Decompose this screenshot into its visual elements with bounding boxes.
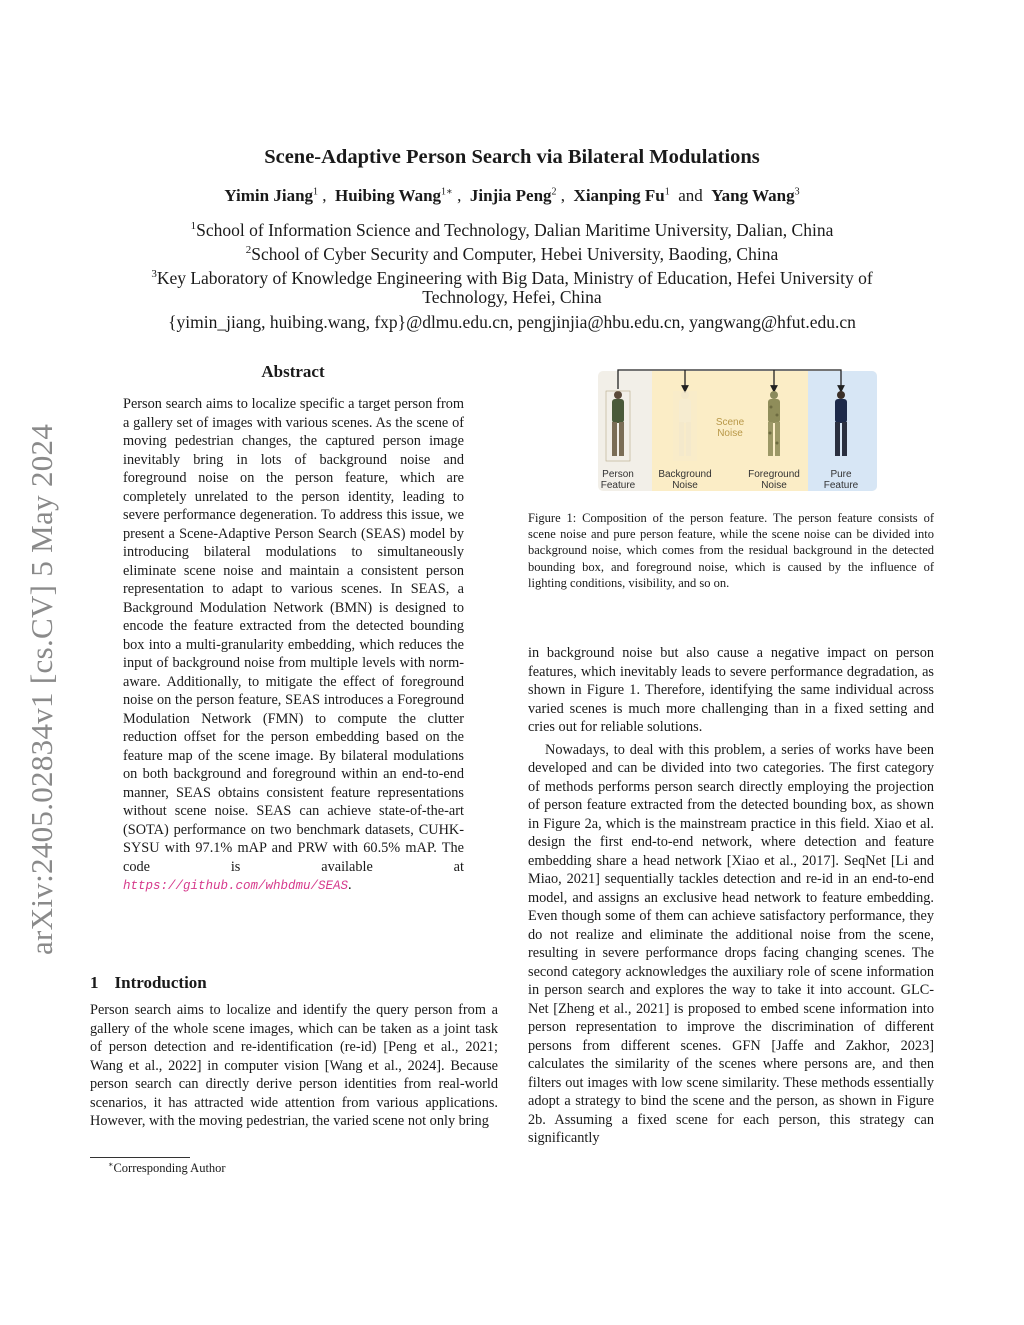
pure-feature-icon — [835, 391, 847, 456]
author-sup: 1 — [313, 186, 319, 198]
background-noise-icon — [673, 391, 697, 461]
footnote — [108, 1160, 226, 1176]
author-name: Jinjia Peng — [469, 186, 552, 205]
paragraph: Nowadays, to deal with this problem, a series of works have been developed and can be divided into two categories. The first category of methods performs person search directly employing the projection of person feature extracted from the detected bounding box, as shown in Figure 2a, which is the mainstream practice in this field. Xiao et al. design the first end-to-end network, where detection and feature embedding share a head network [Xiao et al., 2017]. SeqNet [Li and Miao, 2021] sequentially tackles detection and re-id in an end-to-end model, and assigns an exclusive head network to feature embedding. Even though some of them can achieve satisfactory performance, they do not realize and eliminate the additional noise from the scene, resulting in severe performance drops facing changing scenes. The second category acknowledges the auxiliary role of scene information in person search and explores the way to take it into account. GLC-Net [Zheng et al., 2021] is proposed to embed scene information into person representation to improve the discrimination of different persons from different scenes. GFN [Jaffe and Zakhor, 2023] calculates the similarity of the scenes where persons are, and then filters out images with low scene similarity. These methods essentially adopt a strategy to bind the scene and the person, as shown in Figure 2b. Assuming a fixed scene for each person, this strategy can significantly — [528, 741, 934, 1146]
affiliation-sup: 3 — [151, 268, 157, 280]
author-sup: 2 — [551, 186, 557, 198]
author-name: Huibing Wang — [335, 186, 442, 205]
affiliation-sup: 2 — [245, 244, 252, 256]
person-feature-icon — [606, 391, 630, 461]
affiliation-3-continued: Technology, Hefei, China — [422, 287, 602, 307]
right-column-text — [528, 644, 934, 1148]
author-sup: 1 — [664, 186, 670, 198]
arrow-to-pure — [618, 370, 841, 389]
figure-label-background-noise: Background Noise — [658, 469, 712, 491]
figure-1-caption: Figure 1: Composition of the person feature. The person feature consists of scene noise and pure person feature, while the scene noise can be divided into background noise, which comes from the residual background in the detected bounding box, and foreground noise, which is caused by the influence of lighting conditions, visibility, and so on. — [528, 511, 934, 590]
paragraph: in background noise but also cause a negative impact on person features, which inevitably leads to severe performance degradation, as shown in Figure 1. Therefore, identifying the same individual across varied scenes is much more challenging than in a fixed setting and cries out for reliable solutions. — [528, 645, 934, 735]
abstract-text: Person search aims to localize specific a target person from a gallery set of images with various scenes. As the scene of moving pedestrian changes, the captured person image inevitably bring in lots of background noise and foreground noise on the person feature, which are completely unrelated to the person identity, leading to severe performance degeneration. To address this issue, we present a Scene-Adaptive Person Search (SEAS) model by introducing bilateral modulations to simultaneously eliminate scene noise and maintain a consistent person representation to adapt to various scenes. In SEAS, a Background Modulation Network (BMN) is designed to encode the feature extracted from the detected bounding box into a multi-granularity embedding, which reduces the input of background noise from multiple levels with norm-aware. Additionally, to mitigate the effect of foreground noise on the person feature, SEAS introduces a Foreground Modulation Network (FMN) to compute the clutter reduction offset for the person embedding based on the feature map of the scene image. By bilateral modulations on both background and foreground within an end-to-end manner, SEAS obtains consistent feature representations without scene noise. SEAS can achieve state-of-the-art (SOTA) performance on two benchmark datasets, CUHK-SYSU with 97.1% mAP and PRW with 60.5% mAP. The code is available at — [123, 396, 464, 875]
figure-label-foreground-noise: Foreground Noise — [748, 469, 800, 491]
footnote-rule — [90, 1157, 190, 1158]
author-name: Yang Wang — [711, 186, 795, 205]
scene-noise-label: Scene Noise — [715, 417, 745, 439]
figure-label-pure-feature: Pure Feature — [823, 469, 859, 491]
author-list: Yimin Jiang$^1$ , Huibing Wang$^{1∗}$ , Jinjia Peng$^2$ , Xianping Fu$^1$ and Yang Wang$^3$ — [224, 186, 800, 205]
author-name: Xianping Fu — [573, 186, 665, 205]
affiliation-1 — [60, 215, 964, 242]
arxiv-identifier: arXiv:2405.02834v1 [cs.CV] 5 May 2024 — [24, 423, 59, 955]
author-sup: 3 — [794, 186, 800, 198]
foreground-noise-icon — [768, 391, 780, 456]
figure-label-person-feature: Person Feature — [600, 469, 636, 491]
figure-1 — [598, 367, 877, 491]
author-conjunction: and — [678, 186, 703, 205]
author-name: Yimin Jiang — [224, 186, 314, 205]
code-link[interactable]: https://github.com/whbdmu/SEAS — [123, 879, 349, 893]
footnote-text: Corresponding Author — [113, 1161, 226, 1176]
section-title: Introduction — [114, 973, 207, 992]
affiliation-2 — [60, 239, 964, 266]
abstract-heading: Abstract — [261, 362, 325, 381]
paper-title: Scene-Adaptive Person Search via Bilateral Modulations — [264, 146, 760, 168]
affiliation-text: School of Information Science and Technology, Dalian Maritime University, Dalian, China — [196, 219, 834, 240]
author-emails: {yimin_jiang, huibing.wang, fxp}@dlmu.edu.cn, pengjinjia@hbu.edu.cn, yangwang@hfut.edu.cn — [168, 312, 856, 332]
author-sup: 1∗ — [441, 186, 453, 198]
abstract-body — [123, 395, 464, 896]
section-heading — [90, 973, 223, 993]
introduction-paragraph: Person search aims to localize and identify the query person from a gallery of the whole scene images, which can be taken as a joint task of person detection and re-identification (re-id) [Peng et al., 2021; Wang et al., 2022] in computer vision [Wang et al., 2024]. Because person search can directly derive person identities from real-world scenarios, it has attracted wide attention from various applications. However, with the moving pedestrian, the varied scene not only bring — [90, 1002, 498, 1129]
section-number: 1 — [90, 973, 99, 992]
footnote-mark: ∗ — [108, 1160, 114, 1169]
affiliation-text: School of Cyber Security and Computer, Hebei University, Baoding, China — [251, 243, 779, 264]
abstract-period: . — [348, 877, 352, 893]
affiliation-text: Key Laboratory of Knowledge Engineering with Big Data, Ministry of Education, Hefei University of — [156, 267, 873, 288]
affiliation-sup: 1 — [190, 220, 197, 232]
